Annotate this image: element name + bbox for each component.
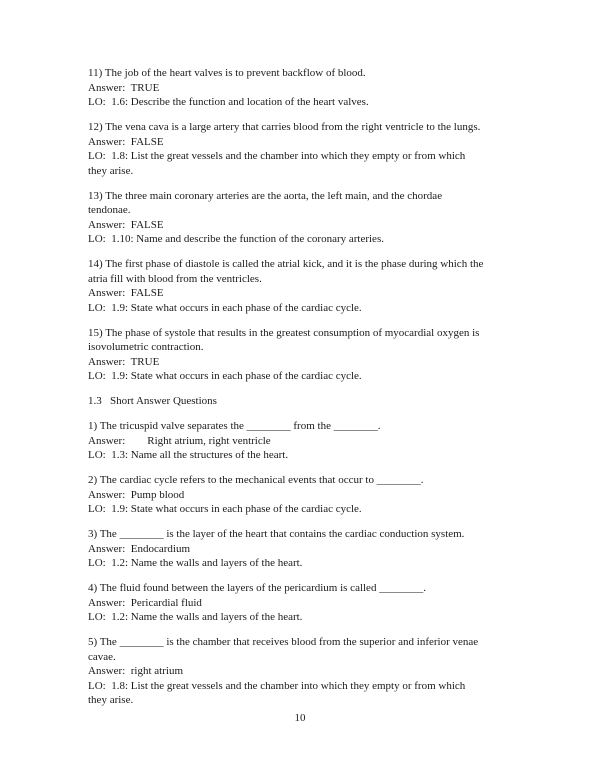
question-text: 2) The cardiac cycle refers to the mechanical events that occur to ________. [88, 474, 424, 486]
answer-text: Answer: Pump blood [88, 488, 185, 501]
question-text-continued: cavae. [88, 650, 116, 663]
question-text: 11) The job of the heart valves is to prevent backflow of blood. [88, 67, 366, 79]
question-text-continued: tendonae. [88, 204, 131, 216]
learning-objective-text: LO: 1.2: Name the walls and layers of the heart. [88, 611, 303, 623]
question-text-continued: atria fill with blood from the ventricles. [88, 272, 262, 285]
section-heading: 1.3 Short Answer Questions [88, 395, 217, 407]
question-block-15 [88, 326, 550, 384]
question-text: 5) The ________ is the chamber that receives blood from the superior and inferior venae [88, 636, 479, 648]
answer-text: Answer: FALSE [88, 135, 164, 148]
learning-objective-text: LO: 1.8: List the great vessels and the chamber into which they empty or from which [88, 679, 466, 692]
learning-objective-text-continued: they arise. [88, 164, 134, 177]
question-text-continued: isovolumetric contraction. [88, 341, 204, 353]
question-block-13 [88, 189, 550, 247]
question-block-12 [88, 120, 550, 178]
answer-text: Answer: Endocardium [88, 542, 191, 555]
question-text: 13) The three main coronary arteries are the aorta, the left main, and the chordae [88, 189, 443, 202]
question-block-11 [88, 66, 550, 110]
learning-objective-text: LO: 1.2: Name the walls and layers of the heart. [88, 557, 303, 569]
question-text: 3) The ________ is the layer of the heart that contains the cardiac conduction system. [88, 528, 465, 540]
learning-objective-text: LO: 1.3: Name all the structures of the heart. [88, 449, 289, 461]
question-block-sa-5 [88, 635, 550, 708]
question-block-sa-2 [88, 473, 550, 517]
learning-objective-text: LO: 1.6: Describe the function and location of the heart valves. [88, 96, 369, 108]
page-number: 10 [294, 712, 306, 724]
answer-text: Answer: TRUE [88, 81, 160, 94]
learning-objective-text: LO: 1.8: List the great vessels and the chamber into which they empty or from which [88, 150, 466, 162]
learning-objective-text-continued: they arise. [88, 694, 134, 706]
question-text: 4) The fluid found between the layers of the pericardium is called ________. [88, 582, 426, 594]
learning-objective-text: LO: 1.9: State what occurs in each phase of the cardiac cycle. [88, 503, 362, 515]
answer-text: Answer: right atrium [88, 665, 184, 677]
answer-text: Answer: TRUE [88, 355, 160, 368]
question-text: 14) The first phase of diastole is called the atrial kick, and it is the phase during which the [88, 258, 484, 270]
answer-text: Answer: Right atrium, right ventricle [88, 434, 271, 447]
learning-objective-text: LO: 1.9: State what occurs in each phase of the cardiac cycle. [88, 301, 362, 314]
question-text: 12) The vena cava is a large artery that carries blood from the right ventricle to the lungs. [88, 121, 481, 133]
question-block-sa-3 [88, 527, 550, 571]
answer-text: Answer: FALSE [88, 287, 164, 299]
learning-objective-text: LO: 1.9: State what occurs in each phase of the cardiac cycle. [88, 370, 362, 382]
answer-text: Answer: FALSE [88, 218, 164, 231]
question-text: 15) The phase of systole that results in the greatest consumption of myocardial oxygen is [88, 326, 480, 339]
question-block-14 [88, 257, 550, 315]
question-text: 1) The tricuspid valve separates the ________ from the ________. [88, 420, 381, 432]
answer-text: Answer: Pericardial fluid [88, 596, 202, 609]
learning-objective-text: LO: 1.10: Name and describe the function of the coronary arteries. [88, 233, 384, 245]
question-block-sa-1 [88, 419, 550, 463]
question-block-sa-4 [88, 581, 550, 625]
